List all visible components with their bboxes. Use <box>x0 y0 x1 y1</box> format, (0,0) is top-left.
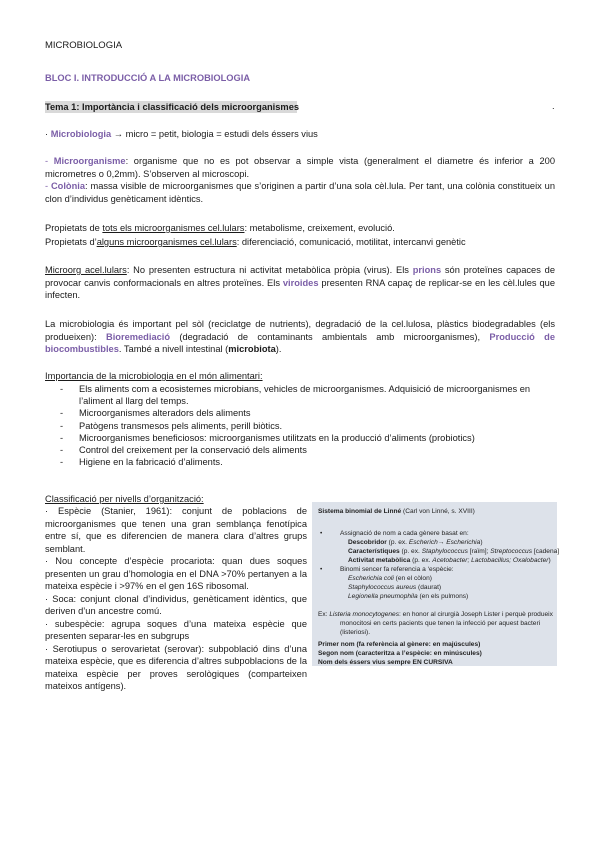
document-header: MICROBIOLOGIA <box>45 40 123 51</box>
microbiologia-definition <box>45 128 318 140</box>
bullet: · <box>45 129 49 139</box>
box-line: Escherichia coli (en el còlon) <box>348 575 432 582</box>
propietats-tots: Propietats de tots els microorganismes cel.lulars: metabolisme, creixement, evolució. <box>45 223 395 233</box>
box-note: Nom dels éssers vius sempre EN CURSIVA <box>318 659 453 666</box>
colonia-definition: - Colònia: massa visible de microorganismes que s’originen a partir d’una sola cèl.lula. Per tant, una colònia constitueix un clon d’individus genèticament idèntics. <box>45 181 555 204</box>
microorganisme-definition: - Microorganisme: organisme que no es pot observar a simple vista (generalment el diametre és inferior a 200 micrometres o 0,2mm). S’observen al microscopi. <box>45 156 555 179</box>
biocombustibles-term: Producció de biocombustibles <box>45 331 555 354</box>
linne-info-box <box>312 502 560 666</box>
prions-term: prions <box>412 265 442 275</box>
colonia-term: Colònia <box>50 181 86 191</box>
acellulars-paragraph: Microorg acel.lulars: No presenten estructura ni activitat metabòlica pròpia (virus). Els prions són proteïnes capaces de provocar canvis conformacionals en altres proteïnes. Els viroides presenten RNA capaç de replicar-se en les cèl.lules que infecten. <box>45 265 555 300</box>
microorganisme-term: Microorganisme <box>53 156 126 166</box>
box-line: Assignació de nom a cada gènere basat en: <box>340 530 469 537</box>
box-line: Característiques (p. ex. Staphylococcus [raïm]; Streptococcus [cadena] <box>348 548 560 555</box>
list-item: · subespècie: agrupa soques d’una mateixa espècie que presenten separar-les en subgrups <box>45 618 307 641</box>
tema-heading: Tema 1: Importància i classificació dels microorganismes <box>45 102 300 112</box>
bioremediacio-term: Bioremediació <box>105 331 171 342</box>
microbiologia-term: Microbiologia <box>50 129 112 139</box>
box-title: Sistema binomial de Linné (Carl von Linné, s. XVIII) <box>318 508 475 515</box>
list-item: - Microorganismes beneficiosos: microorganismes utilitzats en la producció d’aliments (probiotics) <box>60 432 475 443</box>
box-line: Descobridor (p. ex. Escherich→ Escherichia) <box>348 539 483 546</box>
box-bullet: • <box>320 566 323 573</box>
classificacio-list <box>45 505 307 693</box>
box-note: Segon nom (caracteritza a l’espècie: en minúscules) <box>318 650 482 657</box>
list-item: · Nou concepte d’espècie procariota: quan dues soques presenten un grau d’homologia en el DNA >70% pertanyen a la mateixa espècie i >97% en el gen 16S ribosomal. <box>45 556 307 591</box>
list-item: - Els aliments com a ecosistemes microbians, vehicles de microorganismes. Adquisició de microorganismes en l’aliment al llarg del temps. <box>60 384 531 407</box>
microbiologia-def: → micro = petit, biologia = estudi dels éssers vius <box>111 129 318 139</box>
propietats-alguns: Propietats d’alguns microorganismes cel.lulars: diferenciació, comunicació, motilitat, intercanvi genètic <box>45 237 466 247</box>
box-example: (listeriosi). <box>340 629 371 636</box>
list-item: · Soca: conjunt clonal d’individus, genèticament idèntics, que deriven d’un ancestre comú. <box>45 593 307 616</box>
alimentari-title: Importancia de la microbiologia en el món alimentari: <box>45 371 263 381</box>
importancia-paragraph: La microbiologia és important pel sòl (reciclatge de nutrients), degradació de la cel.lulosa, plàstics biodegradables (els produeixen): Bioremediació (degradació de contaminants ambientals amb microorganismes), Producció de biocombustibles. També a nivell intestinal (microbiota). <box>45 319 555 354</box>
box-example: Ex: Listeria monocytogenes: en honor al cirurgià Joseph Lister i perquè produeix <box>318 611 553 618</box>
list-item: - Microorganismes alteradors dels aliments <box>60 408 251 419</box>
list-item: - Patògens transmesos pels aliments, perill biòtics. <box>60 420 283 431</box>
box-line: Legionella pneumophila (en els pulmons) <box>348 593 469 600</box>
box-line: Binomi sencer fa referencia a ‘espècie: <box>340 566 454 573</box>
alimentari-list <box>60 383 555 468</box>
list-item: - Higiene en la fabricació d’aliments. <box>60 457 223 468</box>
classificacio-title: Classificació per nivells d’organització: <box>45 494 204 504</box>
list-item: · Espècie (Stanier, 1961): conjunt de poblacions de microorganismes que tenen una gran semblança fenotípica entre sí, que es diferencien de manera clara d’altres grups semblant. <box>45 506 307 554</box>
box-example: monocitosi en certs pacients que tenen la infecció per aquest bacteri <box>340 620 541 627</box>
list-item: - Control del creixement per la conservació dels aliments <box>60 445 307 456</box>
box-line: Activitat metabòlica (p. ex. Acetobacter; Lactobacillus; Oxalobacter) <box>348 557 551 564</box>
tema-dot: . <box>552 101 555 111</box>
microbiota-term: microbiota <box>228 344 276 354</box>
list-item: · Serotiupus o serovarietat (serovar): subpoblació dins d’una mateixa espècie, que es diferencia d’altres subpoblacions de la mateixa espècie per proves serològiques (comparteixen mateixos antígens). <box>45 643 307 691</box>
box-line: Staphylococcus aureus (daurat) <box>348 584 442 591</box>
box-note: Primer nom (fa referència al gènere: en majúscules) <box>318 641 481 648</box>
box-bullet: • <box>320 530 323 537</box>
bloc-heading: BLOC I. INTRODUCCIÓ A LA MICROBIOLOGIA <box>45 73 251 83</box>
viroides-term: viroides <box>282 277 319 288</box>
